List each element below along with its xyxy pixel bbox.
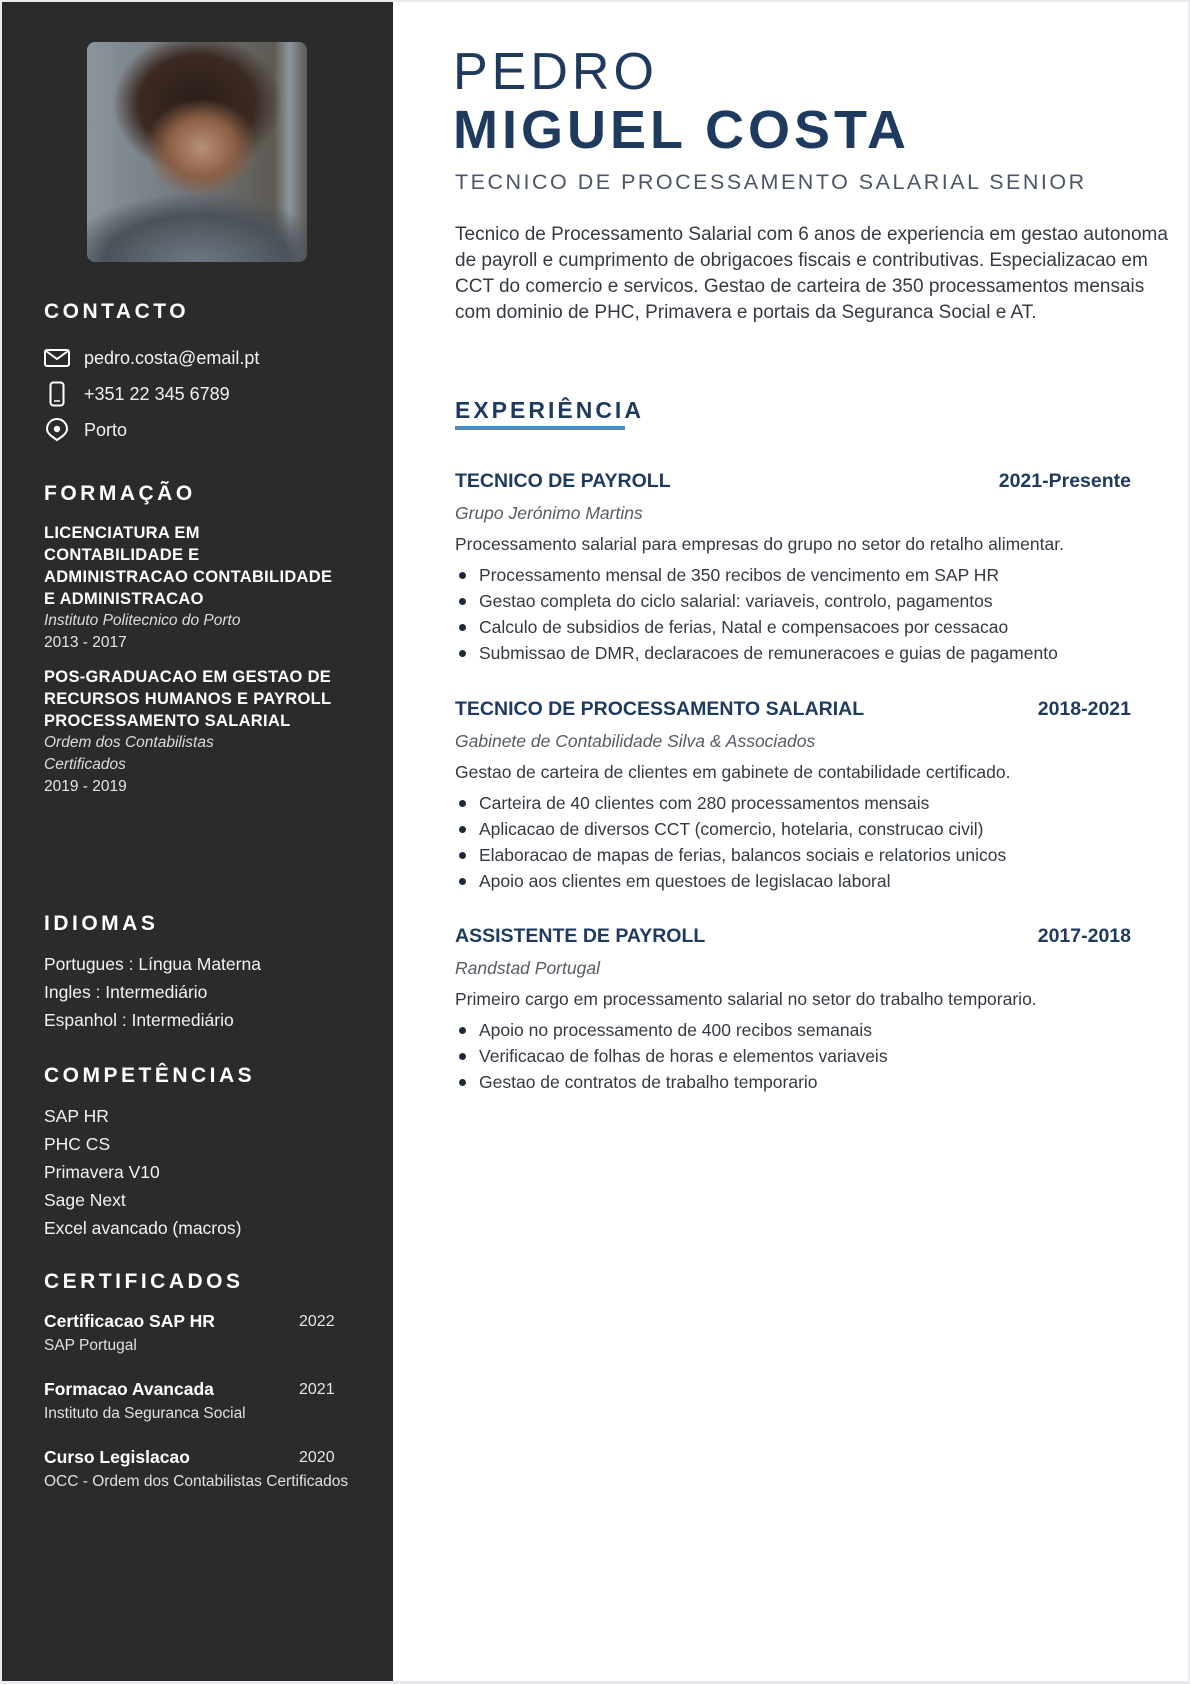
skill-item: Primavera V10	[44, 1162, 160, 1182]
job-bullet: Gestao completa do ciclo salarial: variaveis, controlo, pagamentos	[455, 588, 1131, 614]
certificate-year: 2020	[299, 1449, 335, 1466]
job-bullets	[455, 562, 1131, 666]
languages-section	[44, 912, 373, 1034]
mail-icon	[44, 347, 70, 369]
job-bullet: Verificacao de folhas de horas e elementos variaveis	[455, 1043, 1131, 1069]
contact-location	[44, 412, 373, 448]
email-value: pedro.costa@email.pt	[84, 347, 260, 368]
education-section	[44, 482, 373, 798]
job-bullet: Aplicacao de diversos CCT (comercio, hotelaria, construcao civil)	[455, 816, 1131, 842]
certificate-item	[44, 1444, 393, 1512]
job-entry	[455, 922, 1131, 1095]
contact-phone[interactable]	[44, 376, 373, 412]
phone-icon	[44, 383, 70, 405]
job-bullet: Apoio no processamento de 400 recibos semanais	[455, 1017, 1131, 1043]
sidebar	[2, 2, 393, 1681]
job-role: TECNICO DE PROCESSAMENTO SALARIAL	[455, 698, 865, 720]
job-bullet: Carteira de 40 clientes com 280 processamentos mensais	[455, 790, 1131, 816]
language-item: Espanhol : Intermediário	[44, 1010, 234, 1030]
certificate-name: Curso Legislacao	[44, 1447, 190, 1467]
education-institution: Instituto Politecnico do Porto	[44, 612, 241, 629]
job-entry	[455, 467, 1131, 666]
education-title: LICENCIATURA EM CONTABILIDADE E ADMINISTRACAO CONTABILIDADE E ADMINISTRACAO	[44, 524, 333, 608]
education-title: POS-GRADUACAO EM GESTAO DE RECURSOS HUMANOS E PAYROLL PROCESSAMENTO SALARIAL	[44, 668, 332, 730]
certificate-name: Formacao Avancada	[44, 1379, 214, 1399]
first-name: PEDRO	[453, 43, 658, 101]
contact-heading: CONTACTO	[44, 300, 190, 323]
job-bullet: Processamento mensal de 350 recibos de vencimento em SAP HR	[455, 562, 1131, 588]
location-icon	[44, 419, 70, 441]
languages-heading: IDIOMAS	[44, 912, 159, 935]
education-institution: Ordem dos Contabilistas Certificados	[44, 734, 214, 773]
job-description: Gestao de carteira de clientes em gabinete de contabilidade certificado.	[455, 762, 1011, 782]
language-item: Ingles : Intermediário	[44, 982, 208, 1002]
skills-heading: COMPETÊNCIAS	[44, 1064, 256, 1087]
job-description: Processamento salarial para empresas do grupo no setor do retalho alimentar.	[455, 534, 1064, 554]
skill-item: Sage Next	[44, 1190, 126, 1210]
certificate-name: Certificacao SAP HR	[44, 1311, 215, 1331]
job-bullet: Calculo de subsidios de ferias, Natal e compensacoes por cessacao	[455, 614, 1131, 640]
job-bullets	[455, 1017, 1131, 1095]
skill-item: SAP HR	[44, 1106, 109, 1126]
job-company: Grupo Jerónimo Martins	[455, 503, 643, 523]
skill-item: Excel avancado (macros)	[44, 1218, 242, 1238]
certificate-item	[44, 1308, 393, 1376]
job-company: Gabinete de Contabilidade Silva & Associados	[455, 731, 816, 751]
last-name: MIGUEL COSTA	[453, 100, 911, 160]
location-value: Porto	[84, 419, 128, 440]
job-company: Randstad Portugal	[455, 958, 600, 978]
experience-heading: EXPERIÊNCIA	[455, 397, 644, 423]
profile-photo	[87, 42, 307, 262]
job-bullets	[455, 790, 1131, 894]
skills-section	[44, 1064, 373, 1242]
job-bullet: Gestao de contratos de trabalho temporario	[455, 1069, 1131, 1095]
certificate-year: 2022	[299, 1313, 335, 1330]
job-bullet: Elaboracao de mapas de ferias, balancos sociais e relatorios unicos	[455, 842, 1131, 868]
certificate-org: OCC - Ordem dos Contabilistas Certificados	[44, 1473, 349, 1490]
education-item	[44, 666, 344, 798]
certificate-org: Instituto da Seguranca Social	[44, 1405, 246, 1422]
job-description: Primeiro cargo em processamento salarial no setor do trabalho temporario.	[455, 989, 1037, 1009]
resume-page	[2, 2, 1188, 1681]
phone-value: +351 22 345 6789	[84, 383, 230, 404]
profile-summary: Tecnico de Processamento Salarial com 6 anos de experiencia em gestao autonoma de payroll e cumprimento de obrigacoes fiscais e contributivas. Especializacao em CCT do comercio e servicos. Gestao de carteira de 350 processamentos mensais com dominio de PHC, Primavera e portais da Seguranca Social e AT.	[455, 224, 1168, 323]
job-title: TECNICO DE PROCESSAMENTO SALARIAL SENIOR	[455, 170, 1087, 194]
certificate-org: SAP Portugal	[44, 1337, 137, 1354]
contact-section	[44, 300, 373, 448]
certificates-heading: CERTIFICADOS	[44, 1270, 244, 1293]
job-entry	[455, 695, 1131, 894]
contact-email[interactable]	[44, 340, 373, 376]
job-role: TECNICO DE PAYROLL	[455, 470, 671, 492]
heading-underline	[455, 426, 625, 430]
certificate-item	[44, 1376, 393, 1444]
job-role: ASSISTENTE DE PAYROLL	[455, 925, 706, 947]
education-heading: FORMAÇÃO	[44, 482, 196, 505]
certificates-section	[44, 1270, 393, 1512]
job-dates: 2021-Presente	[998, 470, 1131, 492]
education-years: 2013 - 2017	[44, 634, 127, 651]
job-dates: 2018-2021	[1037, 698, 1131, 720]
language-item: Portugues : Língua Materna	[44, 954, 261, 974]
education-item	[44, 522, 334, 654]
certificate-year: 2021	[299, 1381, 335, 1398]
skill-item: PHC CS	[44, 1134, 111, 1154]
job-bullet: Submissao de DMR, declaracoes de remuneracoes e guias de pagamento	[455, 640, 1131, 666]
job-dates: 2017-2018	[1037, 925, 1131, 947]
job-bullet: Apoio aos clientes em questoes de legislacao laboral	[455, 868, 1131, 894]
education-years: 2019 - 2019	[44, 778, 127, 795]
